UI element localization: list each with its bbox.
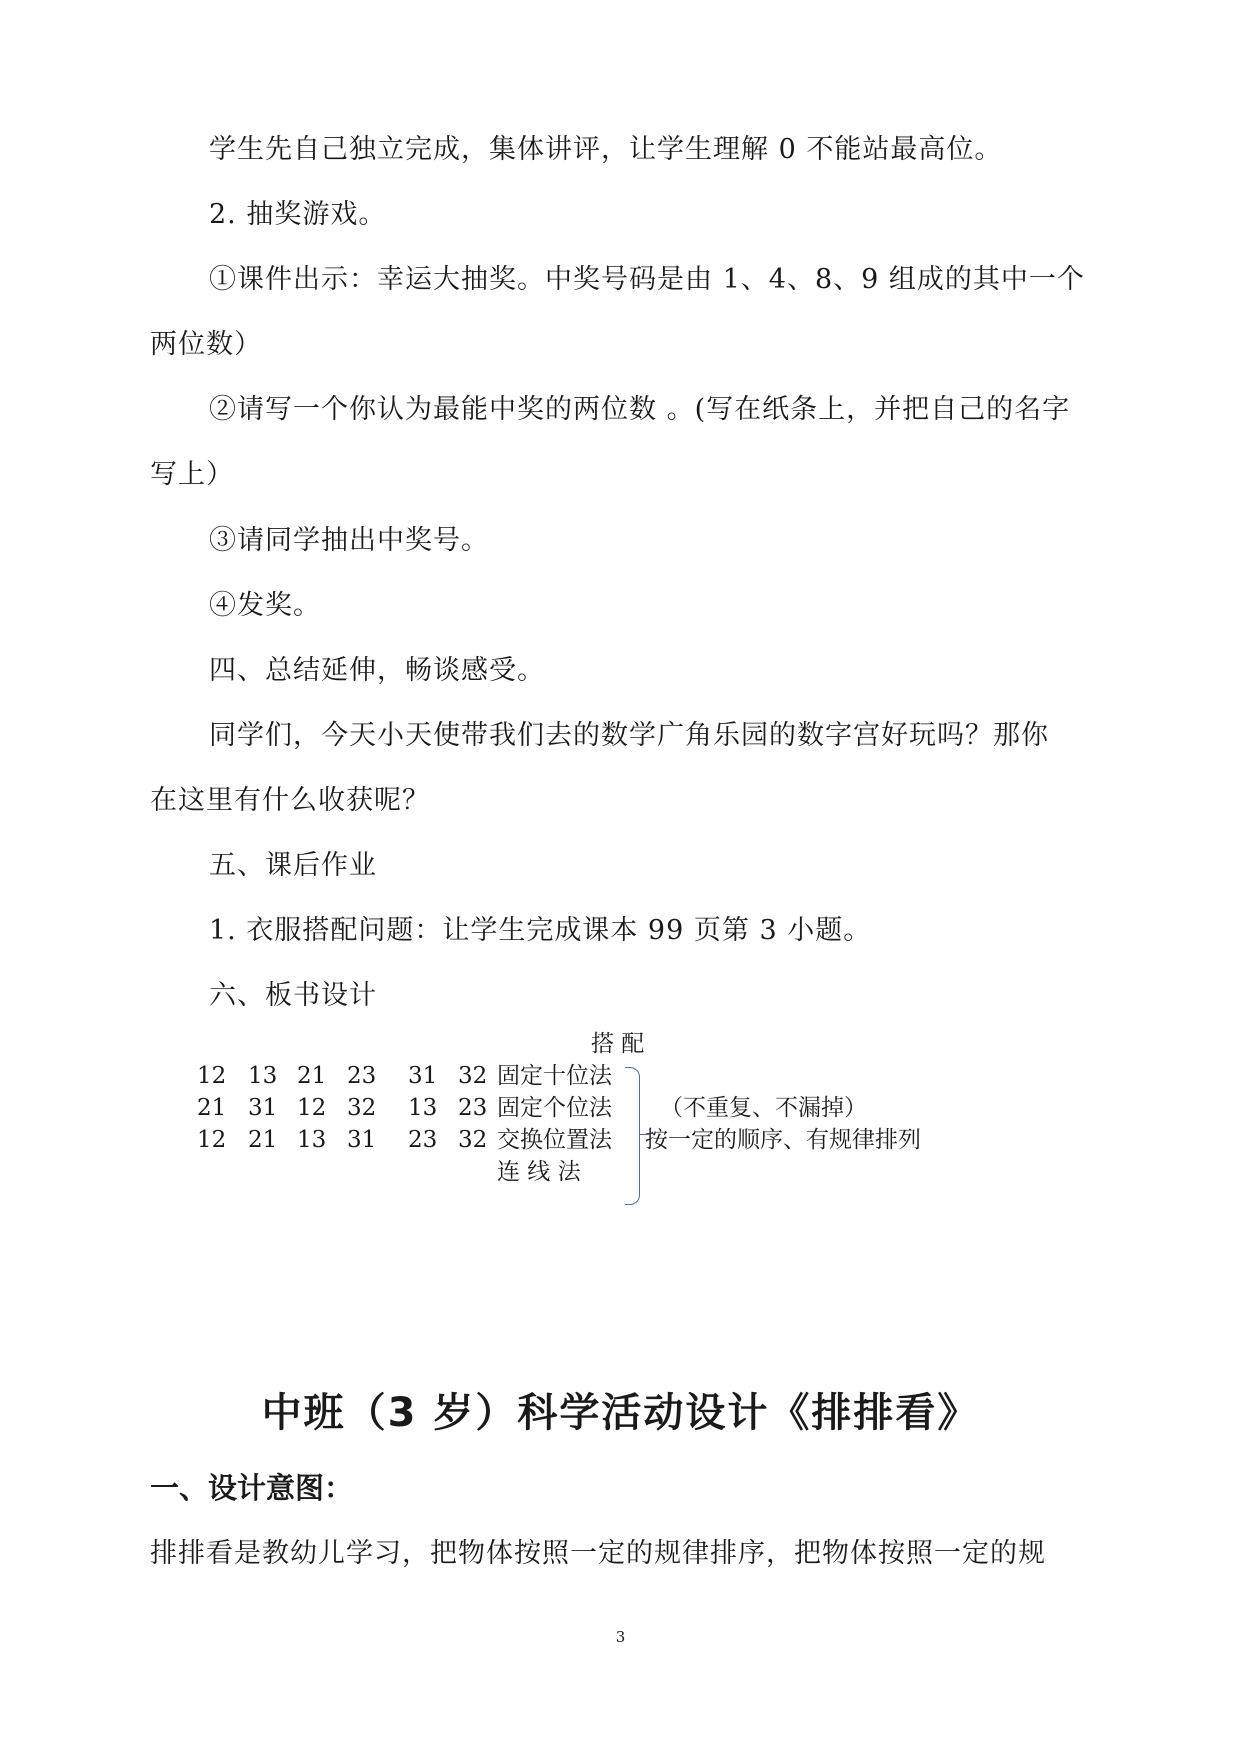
board-note: （不重复、不漏掉）	[660, 1095, 867, 1121]
text-line: ④发奖。	[209, 590, 321, 621]
board-number: 32	[458, 1063, 488, 1089]
board-number: 12	[297, 1095, 327, 1121]
paragraph: 排排看是教幼儿学习，把物体按照一定的规律排序，把物体按照一定的规	[150, 1538, 1046, 1569]
right-brace-shape	[625, 1067, 640, 1205]
board-method: 连 线 法	[497, 1159, 581, 1185]
board-number: 23	[458, 1095, 488, 1121]
board-number: 12	[197, 1127, 227, 1153]
board-number: 31	[408, 1063, 438, 1089]
text-line: 写上）	[150, 459, 234, 490]
board-title: 搭 配	[591, 1031, 645, 1057]
board-number: 21	[297, 1063, 327, 1089]
board-number: 32	[347, 1095, 377, 1121]
text-line: ①课件出示：幸运大抽奖。中奖号码是由 1、4、8、9 组成的其中一个	[209, 264, 1085, 295]
board-number: 13	[408, 1095, 438, 1121]
text-line: 四、总结延伸，畅谈感受。	[209, 655, 545, 686]
board-number: 13	[248, 1063, 278, 1089]
text-line: 学生先自己独立完成，集体讲评，让学生理解 0 不能站最高位。	[209, 134, 1003, 165]
board-method: 固定个位法	[497, 1095, 612, 1121]
text-line: 六、板书设计	[209, 980, 377, 1011]
board-number: 23	[408, 1127, 438, 1153]
heading: 一、设计意图：	[150, 1471, 354, 1505]
page-number: 3	[615, 1628, 626, 1646]
board-method: 固定十位法	[497, 1063, 612, 1089]
text-line: ③请同学抽出中奖号。	[209, 525, 489, 556]
text-line: 两位数）	[150, 329, 262, 360]
text-line: 1. 衣服搭配问题：让学生完成课本 99 页第 3 小题。	[209, 915, 872, 946]
board-number: 32	[458, 1127, 488, 1153]
text-line: 同学们，今天小天使带我们去的数学广角乐园的数字宫好玩吗？那你	[209, 720, 1049, 751]
board-number: 23	[347, 1063, 377, 1089]
board-method: 交换位置法	[497, 1127, 612, 1153]
text-line: ②请写一个你认为最能中奖的两位数 。(写在纸条上，并把自己的名字	[209, 394, 1071, 425]
text-line: 五、课后作业	[209, 850, 377, 881]
board-number: 21	[197, 1095, 227, 1121]
board-number: 13	[297, 1127, 327, 1153]
text-line: 2. 抽奖游戏。	[209, 199, 387, 230]
text-line: 在这里有什么收获呢？	[150, 785, 430, 816]
board-note: 按一定的顺序、有规律排列	[645, 1127, 921, 1153]
section-title: 中班（3 岁）科学活动设计《排排看》	[261, 1390, 980, 1436]
board-number: 21	[248, 1127, 278, 1153]
board-number: 31	[347, 1127, 377, 1153]
board-number: 12	[197, 1063, 227, 1089]
board-number: 31	[248, 1095, 278, 1121]
